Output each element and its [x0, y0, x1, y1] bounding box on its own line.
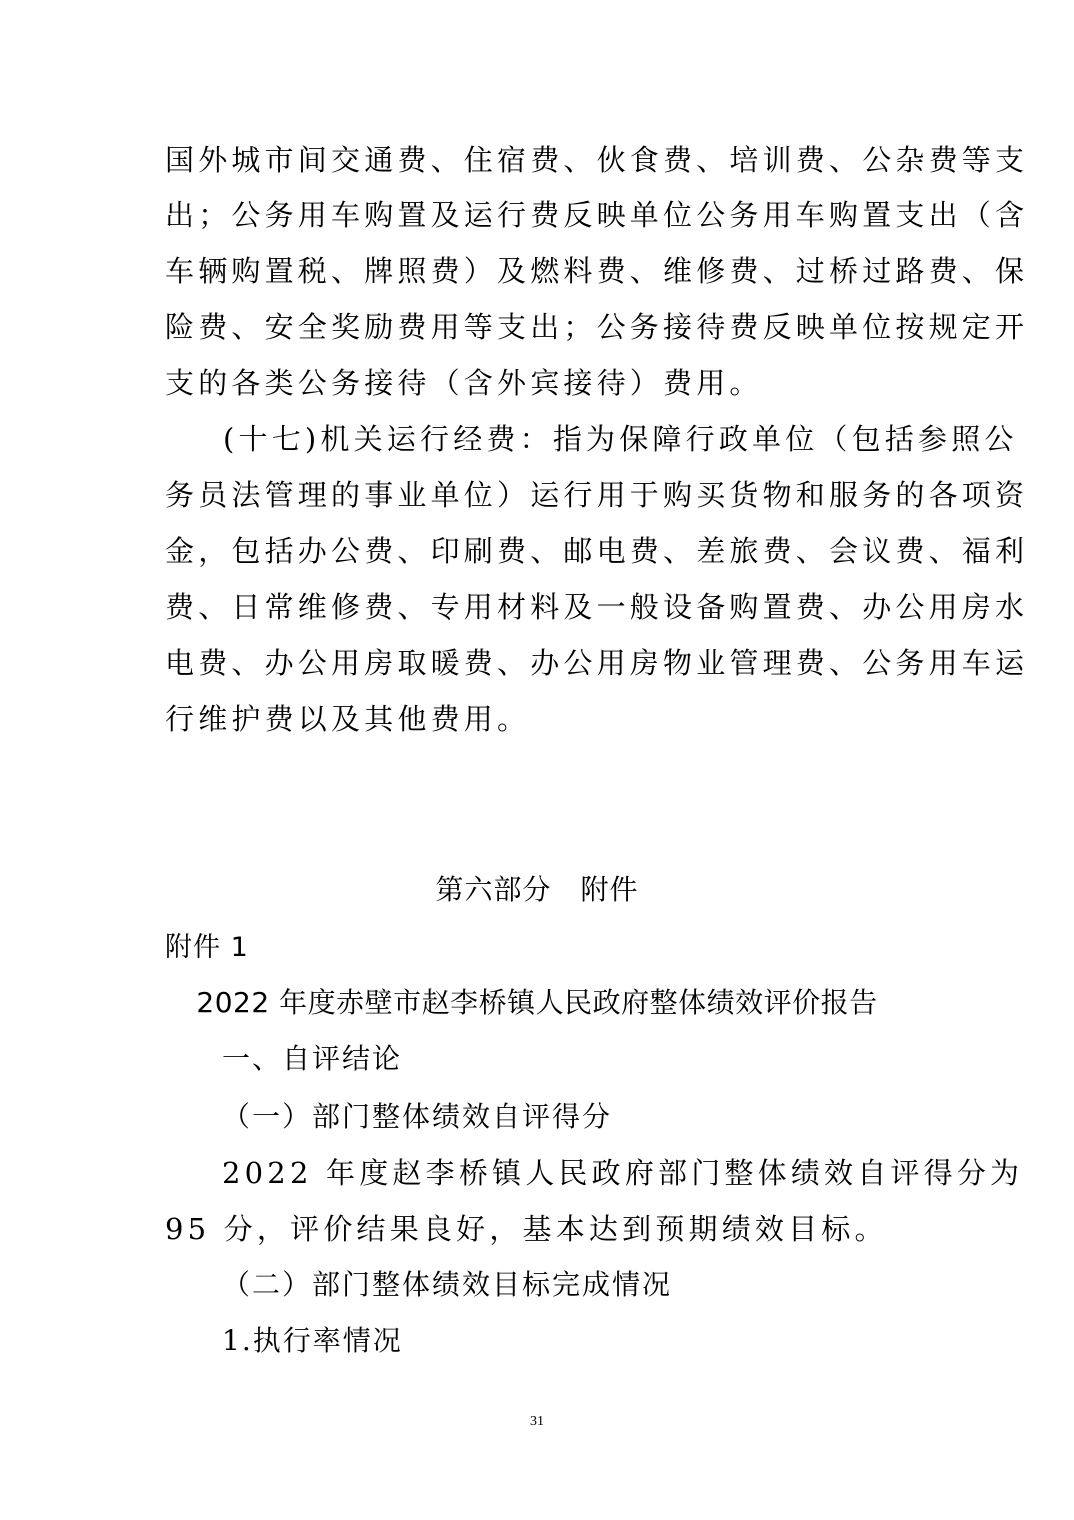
- paragraph-line: 支的各类公务接待（含外宾接待）费用。: [165, 366, 763, 400]
- paragraph-line: 车辆购置税、牌照费）及燃料费、维修费、过桥过路费、保: [165, 254, 1029, 288]
- paragraph-line: 电费、办公用房取暖费、办公用房物业管理费、公务用车运: [165, 646, 1029, 680]
- paragraph-line: 出；公务用车购置及运行费反映单位公务用车购置支出（含: [165, 198, 1029, 232]
- list-item: 1.执行率情况: [222, 1324, 403, 1357]
- paragraph-line: 费、日常维修费、专用材料及一般设备购置费、办公用房水: [165, 590, 1029, 624]
- section-title: 第六部分 附件: [435, 873, 639, 906]
- paragraph-line: 行维护费以及其他费用。: [165, 702, 531, 736]
- paragraph-line: 务员法管理的事业单位）运行用于购买货物和服务的各项资: [165, 478, 1029, 512]
- report-title: 2022 年度赤壁市赵李桥镇人民政府整体绩效评价报告: [196, 986, 878, 1019]
- section-heading: 一、自评结论: [222, 1042, 403, 1075]
- subheading: （一）部门整体绩效自评得分: [222, 1100, 613, 1133]
- paragraph-line: 金，包括办公费、印刷费、邮电费、差旅费、会议费、福利: [165, 534, 1029, 568]
- subheading: （二）部门整体绩效目标完成情况: [222, 1268, 673, 1301]
- paragraph-line: (十七)机关运行经费：指为保障行政单位（包括参照公: [223, 422, 1018, 456]
- paragraph-line: 国外城市间交通费、住宿费、伙食费、培训费、公杂费等支: [165, 143, 1029, 177]
- paragraph-line: 险费、安全奖励费用等支出；公务接待费反映单位按规定开: [165, 310, 1029, 344]
- paragraph-line: 95 分，评价结果良好，基本达到预期绩效目标。: [165, 1212, 888, 1246]
- attachment-label: 附件 1: [165, 932, 249, 963]
- page-number: 31: [530, 1414, 544, 1429]
- paragraph-line: 2022 年度赵李桥镇人民政府部门整体绩效自评得分为: [222, 1156, 1024, 1190]
